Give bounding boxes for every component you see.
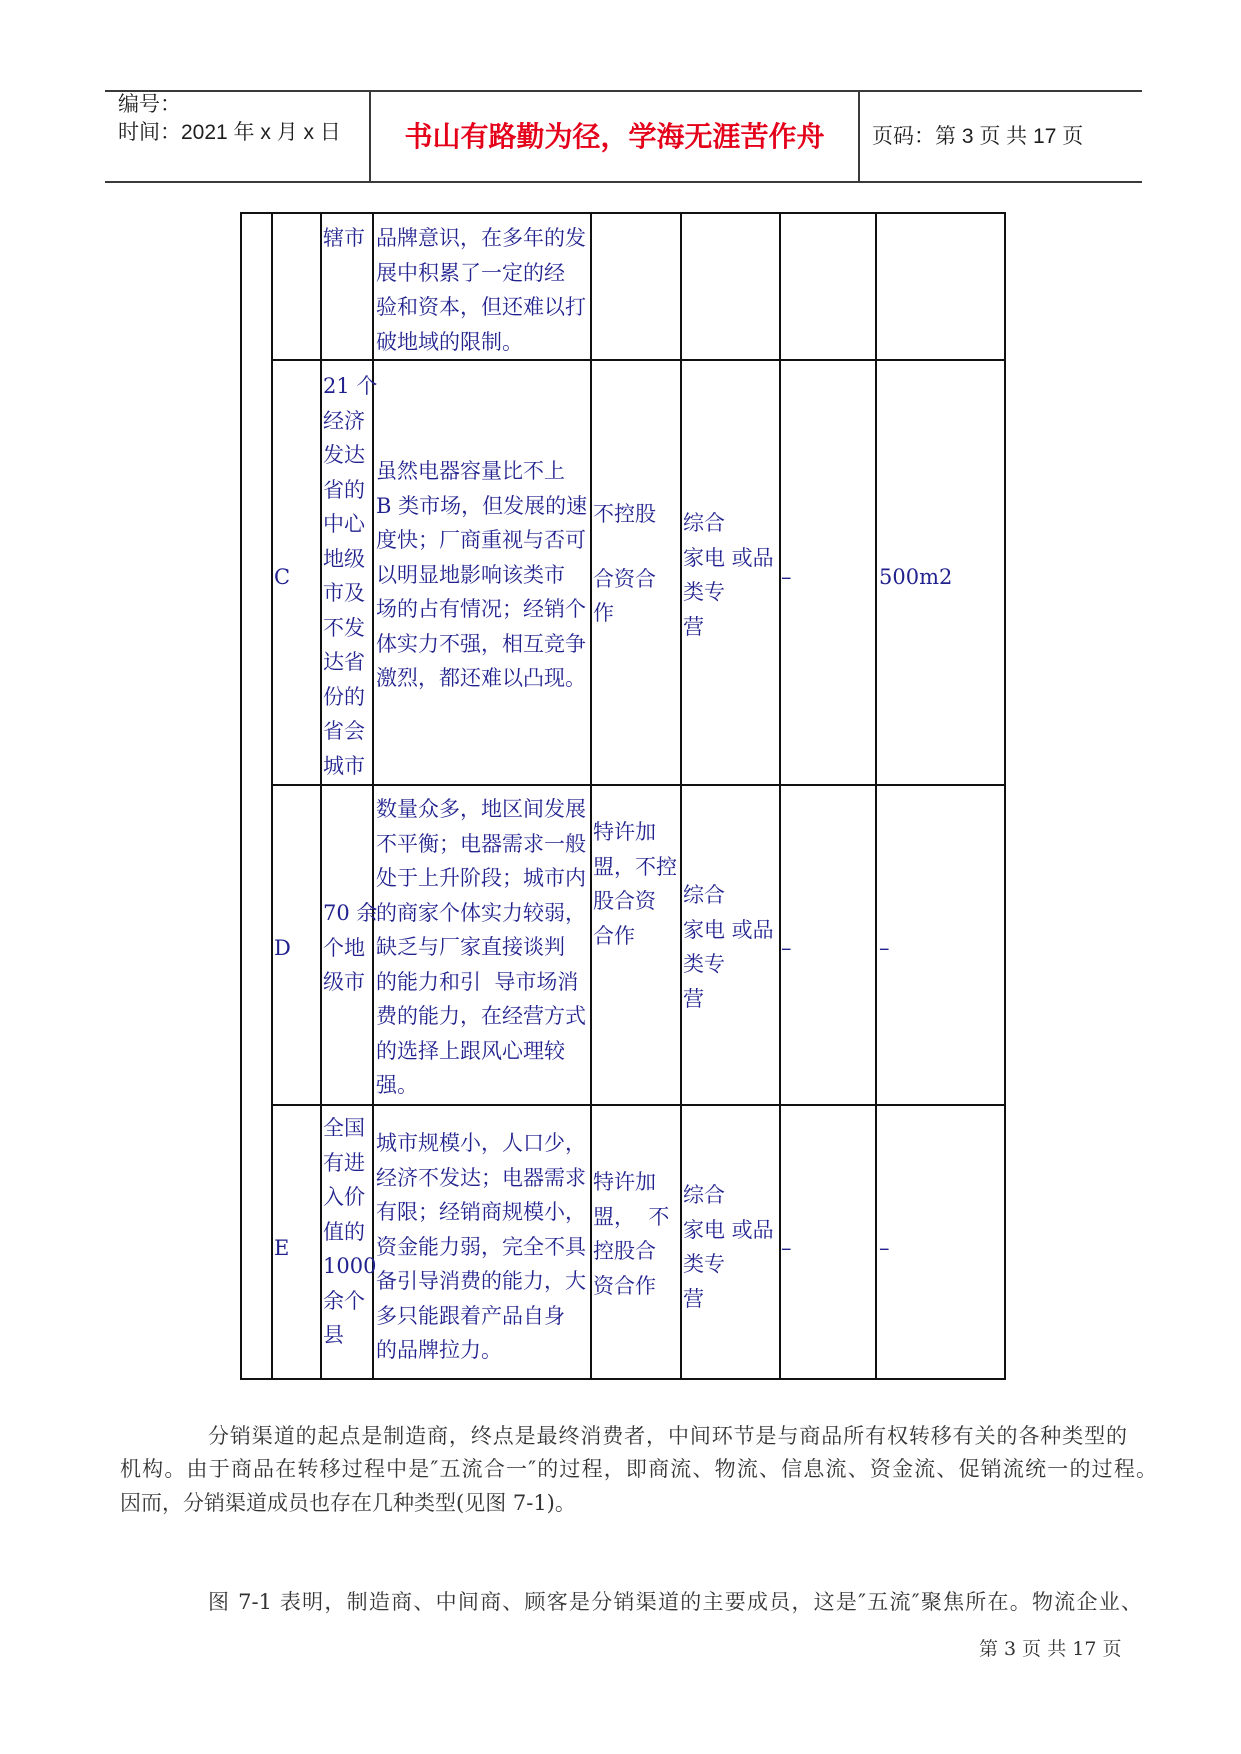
paragraph-line: 分销渠道的起点是制造商，终点是最终消费者，中间环节是与商品所有权转移有关的各种类型的 — [208, 1424, 1127, 1448]
table-border — [240, 1378, 1006, 1380]
row-d-store-type — [683, 878, 774, 1016]
row-d-col7: – — [781, 936, 792, 960]
cell-text-line: 地级 — [323, 546, 365, 571]
cell-text-line: 个地 — [323, 935, 365, 960]
cell-text-line: 的选择上跟风心理较 — [376, 1038, 565, 1063]
page-info: 页码：第 3 页 共 17 页 — [872, 125, 1084, 148]
table-column-divider — [271, 212, 273, 1380]
cell-text-line: B 类市场，但发展的速 — [376, 493, 588, 518]
cell-text-line: 特许加 — [593, 1170, 656, 1194]
cell-text-line: 余个 — [323, 1288, 365, 1313]
cell-text-line: 家电 或品 — [683, 545, 774, 570]
motto: 书山有路勤为径，学海无涯苦作舟 — [404, 120, 825, 153]
header-top-rule — [105, 90, 1142, 92]
cell-text-line: 盟， 不 — [593, 1204, 670, 1229]
table-border — [1004, 212, 1006, 1380]
cell-text-line: 的品牌拉力。 — [376, 1338, 502, 1362]
cell-text-line: 度快；厂商重视与否可 — [376, 528, 586, 552]
table-column-divider — [779, 212, 781, 1380]
cell-text-line: 的商家个体实力较弱， — [376, 900, 586, 925]
row-e-level: E — [274, 1236, 290, 1260]
row-e-description — [376, 1126, 586, 1368]
cell-text-line: 达省 — [323, 650, 365, 674]
row-c-store-type — [683, 506, 774, 644]
cell-text-line: 经济 — [323, 408, 365, 433]
cell-text-line: 发达 — [323, 443, 365, 467]
cell-text-line: 展中积累了一定的经 — [376, 260, 565, 285]
cell-text-line: 经济不发达；电器需求 — [376, 1165, 586, 1190]
cell-text-line: 强。 — [376, 1073, 418, 1097]
cell-text-line: 作 — [593, 601, 614, 625]
row-d-description — [376, 792, 586, 1103]
table-border — [240, 212, 1006, 214]
cell-text-line: 品牌意识，在多年的发 — [376, 226, 586, 250]
row-e-area: – — [879, 1236, 890, 1260]
row-d-cities — [323, 896, 377, 1000]
cell-text-line: 资合作 — [593, 1273, 656, 1298]
table-column-divider — [590, 212, 592, 1380]
table-column-divider — [680, 212, 682, 1380]
document-time-label: 时间：2021 年 x 月 x 日 — [118, 121, 341, 144]
row-c-description — [376, 454, 587, 696]
row-d-level: D — [274, 936, 291, 960]
row-c-cities — [323, 369, 377, 783]
cell-text-line: 值的 — [323, 1219, 365, 1244]
cell-text-line: 营 — [683, 1286, 704, 1311]
cell-text-line: 盟，不控 — [593, 854, 677, 879]
cell-text-line: 类专 — [683, 952, 725, 976]
cell-text-line: 控股合 — [593, 1239, 656, 1263]
cell-text-line: 不发 — [323, 615, 365, 640]
table-row-divider — [271, 359, 1006, 361]
cell-text-line: 营 — [683, 986, 704, 1011]
cell-text-line: 合资合 — [593, 566, 656, 591]
row-d-area: – — [879, 936, 890, 960]
row-c-level: C — [274, 565, 291, 589]
cell-text-line: 综合 — [683, 511, 725, 535]
cell-text-line: 不平衡；电器需求一般 — [376, 831, 586, 856]
cell-text-line: 21 个 — [323, 374, 378, 398]
cell-text-line: 级市 — [323, 970, 365, 994]
header-divider — [858, 90, 860, 183]
document-number-label: 编号： — [118, 93, 181, 116]
paragraph-line: 机构。由于商品在转移过程中是″五流合一″的过程，即商流、物流、信息流、资金流、促销流统一的过程。 — [120, 1457, 1157, 1481]
cell-text-line: 特许加 — [593, 820, 656, 844]
cell-text-line: 市及 — [323, 581, 365, 605]
cell-text-line: 场的占有情况；经销个 — [376, 597, 586, 621]
cell-text-line: 省会 — [323, 719, 365, 743]
cell-text-line: 类专 — [683, 580, 725, 604]
cell-text-line: 综合 — [683, 1183, 725, 1207]
table-row-divider — [271, 1104, 1006, 1106]
cell-text-line: 破地域的限制。 — [376, 329, 523, 354]
cell-text-line: 份的 — [323, 684, 365, 709]
cell-text-line: 综合 — [683, 883, 725, 907]
cell-text-line: 70 余 — [323, 901, 378, 925]
cell-text-line: 有限；经销商规模小， — [376, 1200, 586, 1224]
cell-text-line: 缺乏与厂家直接谈判 — [376, 935, 565, 959]
cell-text-line: 股合资 — [593, 889, 656, 913]
cell-text-line: 验和资本，但还难以打 — [376, 295, 586, 319]
row-c-cooperation — [593, 497, 656, 631]
cell-text-line: 类专 — [683, 1252, 725, 1276]
cell-text-line: 城市 — [323, 753, 365, 778]
cell-text-line: 合作 — [593, 923, 635, 948]
row-e-store-type — [683, 1178, 774, 1316]
cell-text-line: 家电 或品 — [683, 917, 774, 942]
cell-text-line: 入价 — [323, 1185, 365, 1209]
table-column-divider — [875, 212, 877, 1380]
cell-text-line: 中心 — [323, 512, 365, 536]
cell-text-line: 体实力不强，相互竞争 — [376, 631, 586, 656]
table-column-divider — [320, 212, 322, 1380]
row-1-description — [376, 221, 586, 359]
row-e-cooperation — [593, 1165, 669, 1303]
page-footer-number: 第 3 页 共 17 页 — [979, 1638, 1122, 1660]
header-bottom-rule — [105, 181, 1142, 183]
cell-text-line: 激烈，都还难以凸现。 — [376, 666, 586, 690]
cell-text-line: 数量众多，地区间发展 — [376, 797, 586, 821]
row-e-cities — [323, 1111, 376, 1353]
cell-text-line: 县 — [323, 1323, 344, 1347]
cell-text-line: 家电 或品 — [683, 1217, 774, 1242]
cell-text-line: 全国 — [323, 1116, 365, 1140]
row-e-col7: – — [781, 1236, 792, 1260]
cell-text-line: 多只能跟着产品自身 — [376, 1303, 565, 1328]
cell-text-line: 辖市 — [323, 226, 365, 250]
table-row-divider — [271, 784, 1006, 786]
cell-text-line: 虽然电器容量比不上 — [376, 459, 565, 483]
cell-text-line: 不控股 — [593, 502, 656, 526]
cell-text-line: 省的 — [323, 477, 365, 502]
cell-text-line: 以明显地影响该类市 — [376, 562, 565, 587]
cell-text-line: 处于上升阶段；城市内 — [376, 866, 586, 890]
row-1-cities — [323, 221, 365, 256]
row-c-area: 500m2 — [879, 565, 953, 589]
cell-text-line: 1000 — [323, 1254, 377, 1278]
cell-text-line: 的能力和引 导市场消 — [376, 969, 579, 994]
cell-text-line: 有进 — [323, 1150, 365, 1175]
cell-text-line: 费的能力，在经营方式 — [376, 1004, 586, 1028]
row-d-cooperation — [593, 815, 677, 953]
cell-text-line: 城市规模小，人口少， — [376, 1131, 586, 1155]
row-c-col7: – — [781, 565, 792, 589]
cell-text-line: 资金能力弱，完全不具 — [376, 1234, 586, 1259]
paragraph-line: 因而，分销渠道成员也存在几种类型(见图 7-1)。 — [120, 1491, 576, 1515]
paragraph-line: 图 7-1 表明，制造商、中间商、顾客是分销渠道的主要成员，这是″五流″聚焦所在。物流企业、 — [208, 1590, 1142, 1614]
cell-text-line: 备引导消费的能力，大 — [376, 1269, 586, 1293]
table-border — [240, 212, 242, 1380]
cell-text-line: 营 — [683, 614, 704, 639]
